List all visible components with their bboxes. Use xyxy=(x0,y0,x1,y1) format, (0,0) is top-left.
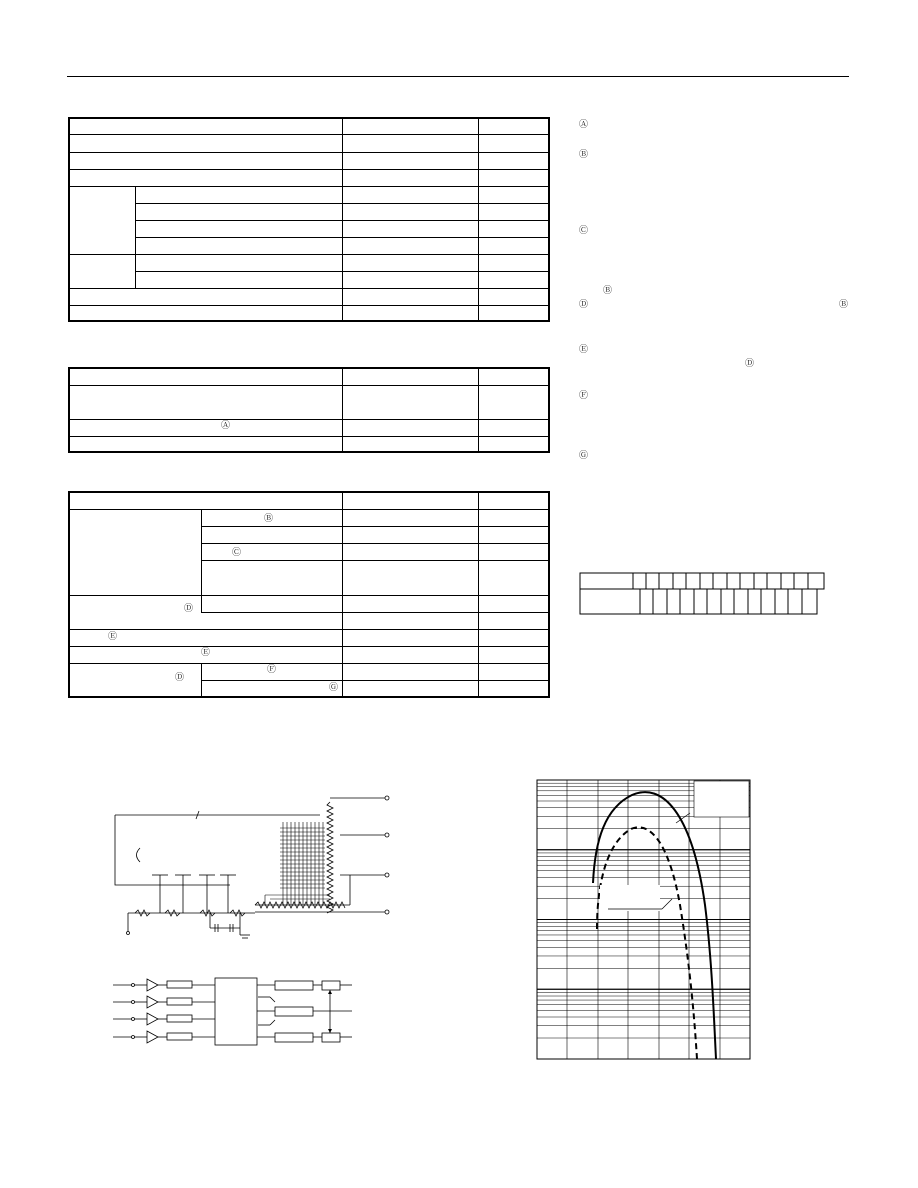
marker-d2: Ⓓ xyxy=(175,672,185,682)
note-marker: Ⓔ xyxy=(579,344,589,354)
marker-b: Ⓑ xyxy=(264,513,274,523)
marker-g: Ⓖ xyxy=(329,682,339,692)
marker-c: Ⓒ xyxy=(232,547,242,557)
marker-d: Ⓓ xyxy=(184,603,194,613)
note-marker: Ⓓ xyxy=(745,358,755,368)
note-marker: Ⓐ xyxy=(579,119,589,129)
note-marker: Ⓑ xyxy=(839,299,849,309)
note-marker: Ⓑ xyxy=(603,285,613,295)
note-marker: Ⓖ xyxy=(579,450,589,460)
note-marker: Ⓕ xyxy=(579,390,589,400)
marker-e: Ⓔ xyxy=(108,631,118,641)
note-marker: Ⓒ xyxy=(579,225,589,235)
marker-a: Ⓐ xyxy=(221,420,231,430)
marker-f: Ⓕ xyxy=(267,664,277,674)
note-marker: Ⓑ xyxy=(579,149,589,159)
note-marker: Ⓓ xyxy=(579,299,589,309)
marker-e2: Ⓔ xyxy=(201,647,211,657)
